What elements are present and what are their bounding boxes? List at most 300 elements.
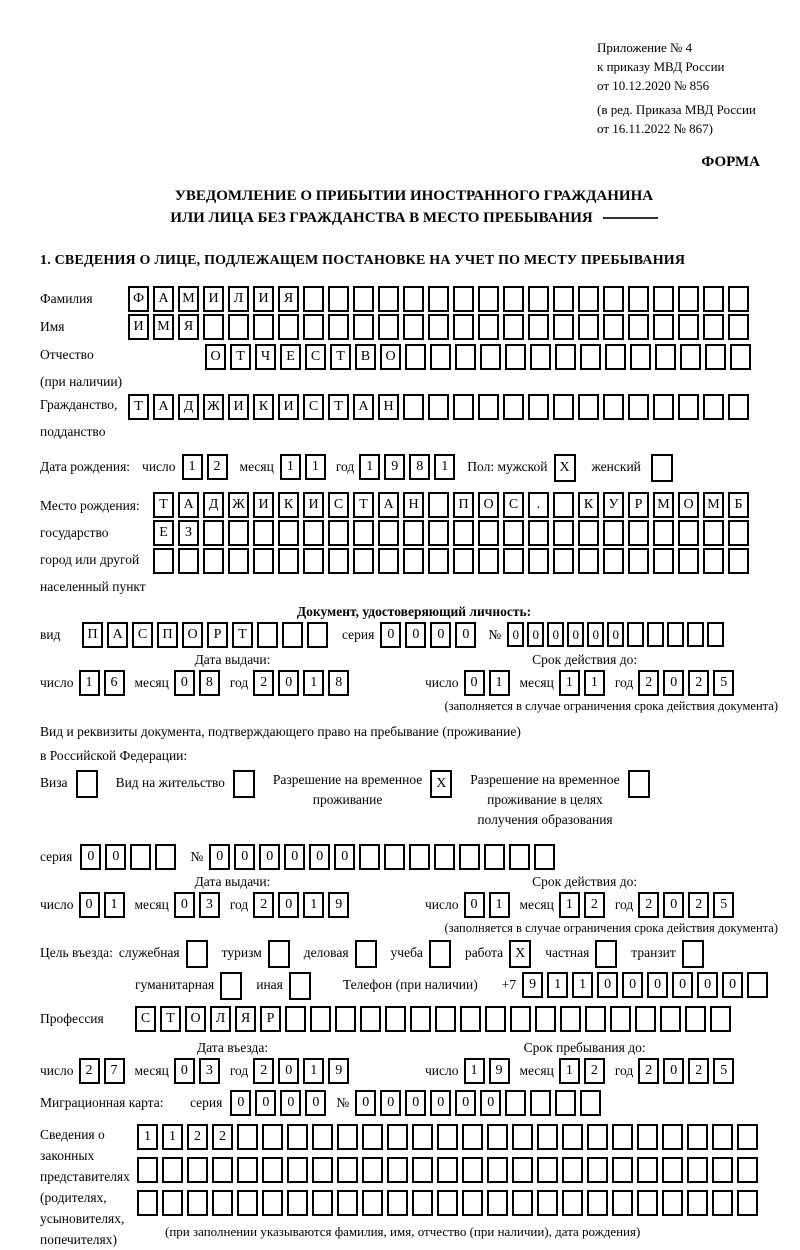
form-cell[interactable] (312, 1124, 333, 1150)
form-cell[interactable] (287, 1190, 308, 1216)
form-cell[interactable]: Я (235, 1006, 256, 1032)
form-cell[interactable] (712, 1157, 733, 1183)
form-cell[interactable] (637, 1190, 658, 1216)
form-cell[interactable]: 2 (688, 1058, 709, 1084)
form-cell[interactable] (637, 1124, 658, 1150)
form-cell[interactable]: 0 (355, 1090, 376, 1116)
form-cell[interactable] (587, 1124, 608, 1150)
form-cell[interactable] (362, 1124, 383, 1150)
form-cell[interactable]: 1 (559, 892, 580, 918)
form-cell[interactable]: Л (228, 286, 249, 312)
checkbox-cell[interactable] (628, 770, 650, 798)
form-cell[interactable]: 8 (199, 670, 220, 696)
form-cell[interactable] (187, 1157, 208, 1183)
form-cell[interactable] (435, 1006, 456, 1032)
form-cell[interactable]: 9 (522, 972, 543, 998)
form-cell[interactable] (412, 1157, 433, 1183)
form-cell[interactable] (203, 548, 224, 574)
form-cell[interactable] (203, 520, 224, 546)
form-cell[interactable] (535, 1006, 556, 1032)
form-cell[interactable]: 1 (182, 454, 203, 480)
checkbox-cell[interactable] (595, 940, 617, 968)
form-cell[interactable] (462, 1157, 483, 1183)
form-cell[interactable] (509, 844, 530, 870)
form-cell[interactable] (503, 286, 524, 312)
form-cell[interactable] (253, 314, 274, 340)
form-cell[interactable] (512, 1157, 533, 1183)
form-cell[interactable]: Л (210, 1006, 231, 1032)
form-cell[interactable] (678, 520, 699, 546)
doc-valid-day[interactable] (464, 670, 514, 696)
form-cell[interactable] (428, 394, 449, 420)
form-cell[interactable] (409, 844, 430, 870)
representatives-line1-input[interactable] (137, 1124, 762, 1150)
form-cell[interactable]: 0 (234, 844, 255, 870)
checkbox-cell[interactable] (268, 940, 290, 968)
stay-month[interactable] (559, 1058, 609, 1084)
form-cell[interactable]: К (253, 394, 274, 420)
form-cell[interactable] (655, 344, 676, 370)
birthplace-line3-input[interactable] (153, 548, 753, 574)
form-cell[interactable]: 0 (380, 622, 401, 648)
checkbox-cell[interactable] (355, 940, 377, 968)
form-cell[interactable] (530, 344, 551, 370)
form-cell[interactable] (187, 1190, 208, 1216)
purpose-private-checkbox[interactable] (595, 940, 621, 968)
form-cell[interactable]: И (228, 394, 249, 420)
form-cell[interactable] (237, 1157, 258, 1183)
form-cell[interactable] (610, 1006, 631, 1032)
form-cell[interactable] (728, 548, 749, 574)
entry-day[interactable] (79, 1058, 129, 1084)
option-residence-permit-checkbox[interactable] (233, 770, 259, 798)
form-cell[interactable] (378, 314, 399, 340)
form-cell[interactable]: 0 (722, 972, 743, 998)
form-cell[interactable]: И (303, 492, 324, 518)
form-cell[interactable] (228, 548, 249, 574)
form-cell[interactable]: Е (280, 344, 301, 370)
form-cell[interactable]: Т (128, 394, 149, 420)
form-cell[interactable] (537, 1157, 558, 1183)
form-cell[interactable] (337, 1124, 358, 1150)
form-cell[interactable]: 0 (672, 972, 693, 998)
form-cell[interactable] (428, 520, 449, 546)
form-cell[interactable] (703, 286, 724, 312)
birth-day-input[interactable] (182, 454, 232, 480)
form-cell[interactable] (385, 1006, 406, 1032)
form-cell[interactable]: 1 (303, 1058, 324, 1084)
form-cell[interactable]: 0 (697, 972, 718, 998)
form-cell[interactable]: 0 (455, 622, 476, 648)
form-cell[interactable] (747, 972, 768, 998)
form-cell[interactable]: П (453, 492, 474, 518)
form-cell[interactable] (480, 344, 501, 370)
form-cell[interactable] (712, 1190, 733, 1216)
form-cell[interactable] (378, 286, 399, 312)
form-cell[interactable] (578, 520, 599, 546)
form-cell[interactable] (237, 1190, 258, 1216)
form-cell[interactable]: 3 (199, 892, 220, 918)
form-cell[interactable]: 2 (253, 892, 274, 918)
form-cell[interactable] (337, 1190, 358, 1216)
form-cell[interactable]: А (107, 622, 128, 648)
form-cell[interactable]: 1 (303, 892, 324, 918)
doc-valid-month[interactable] (559, 670, 609, 696)
form-cell[interactable]: С (305, 344, 326, 370)
form-cell[interactable]: 0 (622, 972, 643, 998)
form-cell[interactable] (303, 286, 324, 312)
representatives-line2-input[interactable] (137, 1157, 762, 1183)
form-cell[interactable]: 1 (489, 670, 510, 696)
form-cell[interactable]: 0 (455, 1090, 476, 1116)
form-cell[interactable]: 0 (430, 622, 451, 648)
form-cell[interactable] (653, 286, 674, 312)
form-cell[interactable] (585, 1006, 606, 1032)
form-cell[interactable]: С (328, 492, 349, 518)
form-cell[interactable] (337, 1157, 358, 1183)
form-cell[interactable] (730, 344, 751, 370)
form-cell[interactable]: Т (160, 1006, 181, 1032)
form-cell[interactable] (403, 548, 424, 574)
form-cell[interactable]: 0 (280, 1090, 301, 1116)
form-cell[interactable] (628, 520, 649, 546)
stay-year[interactable] (638, 1058, 738, 1084)
form-cell[interactable] (378, 520, 399, 546)
checkbox-cell[interactable]: X (554, 454, 576, 482)
form-cell[interactable] (453, 548, 474, 574)
checkbox-cell[interactable]: X (509, 940, 531, 968)
form-cell[interactable]: 0 (464, 892, 485, 918)
form-cell[interactable] (359, 844, 380, 870)
form-cell[interactable] (534, 844, 555, 870)
form-cell[interactable] (282, 622, 303, 648)
form-cell[interactable]: 0 (464, 670, 485, 696)
form-cell[interactable]: 0 (405, 622, 426, 648)
form-cell[interactable]: И (253, 286, 274, 312)
form-cell[interactable]: А (178, 492, 199, 518)
form-cell[interactable]: О (380, 344, 401, 370)
form-cell[interactable] (553, 286, 574, 312)
form-cell[interactable] (387, 1190, 408, 1216)
residence-issue-day[interactable] (79, 892, 129, 918)
form-cell[interactable] (287, 1124, 308, 1150)
form-cell[interactable]: Т (328, 394, 349, 420)
form-cell[interactable] (228, 520, 249, 546)
form-cell[interactable]: С (135, 1006, 156, 1032)
purpose-tourism-checkbox[interactable] (268, 940, 294, 968)
form-cell[interactable]: 0 (209, 844, 230, 870)
form-cell[interactable] (428, 314, 449, 340)
form-cell[interactable]: К (578, 492, 599, 518)
form-cell[interactable] (580, 1090, 601, 1116)
form-cell[interactable] (705, 344, 726, 370)
form-cell[interactable]: Е (153, 520, 174, 546)
form-cell[interactable]: 1 (559, 1058, 580, 1084)
form-cell[interactable]: И (253, 492, 274, 518)
form-cell[interactable] (303, 548, 324, 574)
form-cell[interactable] (362, 1190, 383, 1216)
doc-issue-year[interactable] (253, 670, 353, 696)
form-cell[interactable]: 5 (713, 670, 734, 696)
sex-male-checkbox[interactable] (554, 454, 580, 482)
residence-issue-month[interactable] (174, 892, 224, 918)
form-cell[interactable] (328, 520, 349, 546)
form-cell[interactable] (580, 344, 601, 370)
form-cell[interactable] (687, 622, 704, 647)
form-cell[interactable] (628, 314, 649, 340)
form-cell[interactable]: 9 (328, 892, 349, 918)
form-cell[interactable] (637, 1157, 658, 1183)
form-cell[interactable]: Б (728, 492, 749, 518)
form-cell[interactable] (437, 1157, 458, 1183)
option-visa-checkbox[interactable] (76, 770, 102, 798)
form-cell[interactable]: К (278, 492, 299, 518)
doc-number-input[interactable] (507, 622, 727, 647)
form-cell[interactable] (410, 1006, 431, 1032)
form-cell[interactable] (478, 394, 499, 420)
form-cell[interactable] (505, 1090, 526, 1116)
form-cell[interactable] (387, 1124, 408, 1150)
form-cell[interactable] (512, 1190, 533, 1216)
form-cell[interactable]: М (653, 492, 674, 518)
checkbox-cell[interactable] (233, 770, 255, 798)
form-cell[interactable] (278, 548, 299, 574)
form-cell[interactable] (678, 286, 699, 312)
surname-input[interactable] (128, 286, 753, 312)
form-cell[interactable]: Н (403, 492, 424, 518)
form-cell[interactable]: П (82, 622, 103, 648)
form-cell[interactable]: М (153, 314, 174, 340)
form-cell[interactable] (667, 622, 684, 647)
form-cell[interactable] (162, 1190, 183, 1216)
form-cell[interactable] (484, 844, 505, 870)
form-cell[interactable] (728, 520, 749, 546)
form-cell[interactable]: А (153, 286, 174, 312)
form-cell[interactable]: 2 (638, 670, 659, 696)
form-cell[interactable] (603, 520, 624, 546)
form-cell[interactable] (478, 548, 499, 574)
doc-kind-input[interactable] (82, 622, 332, 648)
form-cell[interactable]: Т (353, 492, 374, 518)
form-cell[interactable]: 0 (80, 844, 101, 870)
form-cell[interactable] (162, 1157, 183, 1183)
form-cell[interactable] (703, 394, 724, 420)
form-cell[interactable] (653, 394, 674, 420)
form-cell[interactable]: 0 (567, 622, 584, 647)
form-cell[interactable]: 0 (663, 1058, 684, 1084)
form-cell[interactable] (662, 1190, 683, 1216)
checkbox-cell[interactable] (76, 770, 98, 798)
form-cell[interactable] (680, 344, 701, 370)
form-cell[interactable]: О (205, 344, 226, 370)
form-cell[interactable] (603, 548, 624, 574)
form-cell[interactable]: Р (260, 1006, 281, 1032)
form-cell[interactable]: 0 (255, 1090, 276, 1116)
form-cell[interactable] (528, 286, 549, 312)
purpose-other-checkbox[interactable] (289, 972, 315, 1000)
form-cell[interactable] (478, 520, 499, 546)
stay-day[interactable] (464, 1058, 514, 1084)
form-cell[interactable] (285, 1006, 306, 1032)
form-cell[interactable] (562, 1190, 583, 1216)
form-cell[interactable] (403, 286, 424, 312)
form-cell[interactable]: 1 (572, 972, 593, 998)
form-cell[interactable] (512, 1124, 533, 1150)
form-cell[interactable]: 0 (647, 972, 668, 998)
form-cell[interactable]: 1 (137, 1124, 158, 1150)
form-cell[interactable]: 2 (212, 1124, 233, 1150)
form-cell[interactable] (453, 314, 474, 340)
form-cell[interactable]: 0 (527, 622, 544, 647)
form-cell[interactable] (278, 314, 299, 340)
form-cell[interactable] (155, 844, 176, 870)
form-cell[interactable] (307, 622, 328, 648)
form-cell[interactable] (555, 1090, 576, 1116)
doc-valid-year[interactable] (638, 670, 738, 696)
form-cell[interactable] (462, 1190, 483, 1216)
form-cell[interactable] (587, 1157, 608, 1183)
form-cell[interactable]: 2 (638, 1058, 659, 1084)
form-cell[interactable] (262, 1190, 283, 1216)
form-cell[interactable] (403, 520, 424, 546)
form-cell[interactable] (412, 1190, 433, 1216)
form-cell[interactable] (578, 394, 599, 420)
form-cell[interactable]: 1 (584, 670, 605, 696)
form-cell[interactable]: Р (628, 492, 649, 518)
form-cell[interactable] (453, 394, 474, 420)
form-cell[interactable]: 0 (597, 972, 618, 998)
form-cell[interactable] (312, 1190, 333, 1216)
form-cell[interactable] (628, 548, 649, 574)
form-cell[interactable]: 1 (162, 1124, 183, 1150)
form-cell[interactable] (434, 844, 455, 870)
form-cell[interactable]: 0 (174, 1058, 195, 1084)
form-cell[interactable] (703, 520, 724, 546)
form-cell[interactable]: 8 (328, 670, 349, 696)
entry-year[interactable] (253, 1058, 353, 1084)
form-cell[interactable] (335, 1006, 356, 1032)
form-cell[interactable] (553, 548, 574, 574)
firstname-input[interactable] (128, 314, 753, 340)
form-cell[interactable] (553, 394, 574, 420)
form-cell[interactable]: А (378, 492, 399, 518)
form-cell[interactable] (612, 1124, 633, 1150)
form-cell[interactable] (628, 286, 649, 312)
form-cell[interactable] (530, 1090, 551, 1116)
purpose-humanitarian-checkbox[interactable] (220, 972, 246, 1000)
form-cell[interactable] (378, 548, 399, 574)
form-cell[interactable] (428, 492, 449, 518)
form-cell[interactable] (737, 1190, 758, 1216)
form-cell[interactable] (685, 1006, 706, 1032)
form-cell[interactable] (437, 1124, 458, 1150)
form-cell[interactable] (353, 314, 374, 340)
form-cell[interactable] (503, 548, 524, 574)
residence-series-input[interactable] (80, 844, 180, 870)
option-temp-residence-checkbox[interactable] (430, 770, 456, 798)
form-cell[interactable] (605, 344, 626, 370)
form-cell[interactable]: 2 (688, 670, 709, 696)
representatives-line3-input[interactable] (137, 1190, 762, 1216)
form-cell[interactable] (647, 622, 664, 647)
form-cell[interactable]: Т (230, 344, 251, 370)
form-cell[interactable]: А (353, 394, 374, 420)
form-cell[interactable] (703, 314, 724, 340)
form-cell[interactable] (635, 1006, 656, 1032)
form-cell[interactable] (737, 1124, 758, 1150)
form-cell[interactable]: 0 (278, 892, 299, 918)
form-cell[interactable]: И (203, 286, 224, 312)
form-cell[interactable]: 0 (305, 1090, 326, 1116)
form-cell[interactable]: 1 (559, 670, 580, 696)
form-cell[interactable] (257, 622, 278, 648)
form-cell[interactable]: 0 (230, 1090, 251, 1116)
form-cell[interactable]: С (503, 492, 524, 518)
form-cell[interactable]: 9 (384, 454, 405, 480)
form-cell[interactable] (328, 314, 349, 340)
residence-valid-day[interactable] (464, 892, 514, 918)
migration-number-input[interactable] (355, 1090, 605, 1116)
doc-series-input[interactable] (380, 622, 480, 648)
form-cell[interactable]: П (157, 622, 178, 648)
phone-input[interactable] (522, 972, 772, 998)
entry-month[interactable] (174, 1058, 224, 1084)
sex-female-checkbox[interactable] (651, 454, 677, 482)
form-cell[interactable] (627, 622, 644, 647)
form-cell[interactable] (678, 548, 699, 574)
form-cell[interactable] (553, 492, 574, 518)
form-cell[interactable]: 5 (713, 892, 734, 918)
residence-number-input[interactable] (209, 844, 559, 870)
form-cell[interactable] (130, 844, 151, 870)
form-cell[interactable]: О (478, 492, 499, 518)
form-cell[interactable] (212, 1190, 233, 1216)
form-cell[interactable] (712, 1124, 733, 1150)
form-cell[interactable] (630, 344, 651, 370)
doc-issue-month[interactable] (174, 670, 224, 696)
form-cell[interactable] (503, 520, 524, 546)
form-cell[interactable]: М (703, 492, 724, 518)
form-cell[interactable] (578, 286, 599, 312)
form-cell[interactable] (653, 548, 674, 574)
form-cell[interactable]: Ж (203, 394, 224, 420)
form-cell[interactable] (603, 286, 624, 312)
form-cell[interactable] (553, 314, 574, 340)
form-cell[interactable]: 0 (507, 622, 524, 647)
form-cell[interactable] (537, 1124, 558, 1150)
form-cell[interactable] (487, 1157, 508, 1183)
form-cell[interactable] (253, 548, 274, 574)
form-cell[interactable] (178, 548, 199, 574)
form-cell[interactable]: С (132, 622, 153, 648)
form-cell[interactable] (478, 286, 499, 312)
checkbox-cell[interactable] (682, 940, 704, 968)
form-cell[interactable] (485, 1006, 506, 1032)
form-cell[interactable]: 2 (207, 454, 228, 480)
form-cell[interactable]: 2 (253, 1058, 274, 1084)
birthplace-line1-input[interactable] (153, 492, 753, 518)
form-cell[interactable]: 0 (174, 670, 195, 696)
form-cell[interactable]: 0 (480, 1090, 501, 1116)
form-cell[interactable]: 2 (584, 1058, 605, 1084)
form-cell[interactable] (728, 394, 749, 420)
form-cell[interactable]: 3 (199, 1058, 220, 1084)
form-cell[interactable]: Ж (228, 492, 249, 518)
checkbox-cell[interactable] (429, 940, 451, 968)
form-cell[interactable] (287, 1157, 308, 1183)
form-cell[interactable]: 0 (547, 622, 564, 647)
checkbox-cell[interactable] (289, 972, 311, 1000)
